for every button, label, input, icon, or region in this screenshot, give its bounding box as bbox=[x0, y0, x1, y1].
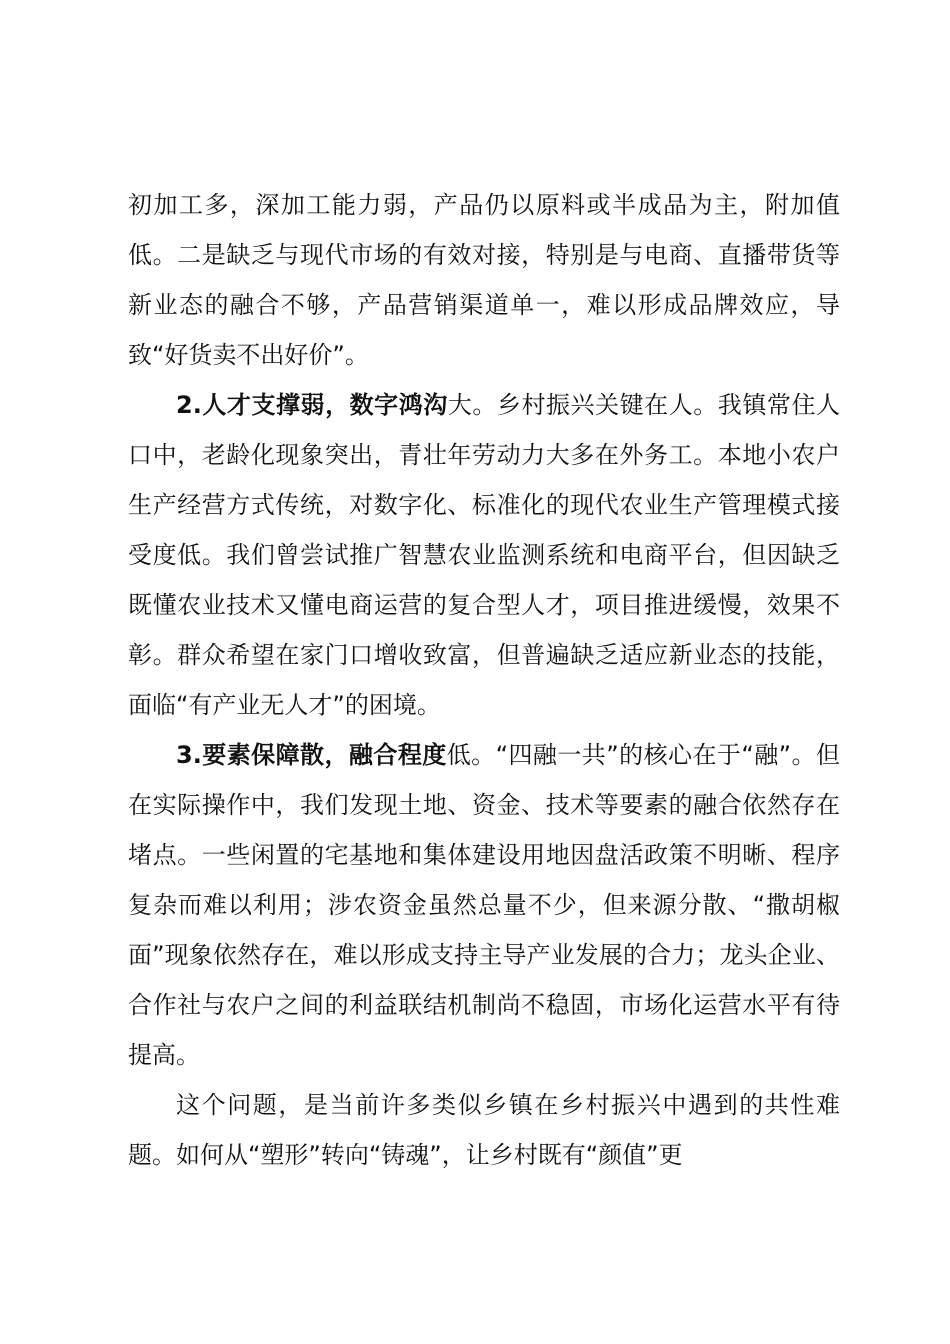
paragraph-2-text: 大。乡村振兴关键在人。我镇常住人口中，老龄化现象突出，青壮年劳动力大多在外务工。本地小农户生产经营方式传统，对数字化、标准化的现代农业生产管理模式接受度低。我们曾尝试推广智慧农业监测系统和电商平台，但因缺乏既懂农业技术又懂电商运营的复合型人才，项目推进缓慢，效果不彰。群众希望在家门口增收致富，但普遍缺乏适应新业态的技能，面临“有产业无人才”的困境。 bbox=[128, 391, 840, 719]
paragraph-3 bbox=[128, 730, 840, 1080]
paragraph-1 bbox=[128, 180, 840, 380]
document-body bbox=[128, 180, 840, 1180]
paragraph-4-text: 这个问题，是当前许多类似乡镇在乡村振兴中遇到的共性难题。如何从“塑形”转向“铸魂”，让乡村既有“颜值”更 bbox=[128, 1091, 840, 1169]
paragraph-3-heading: 3.要素保障散，融合程度 bbox=[176, 741, 447, 769]
paragraph-2 bbox=[128, 380, 840, 730]
paragraph-2-heading: 2.人才支撑弱，数字鸿沟 bbox=[176, 391, 448, 419]
paragraph-1-text: 初加工多，深加工能力弱，产品仍以原料或半成品为主，附加值低。二是缺乏与现代市场的有效对接，特别是与电商、直播带货等新业态的融合不够，产品营销渠道单一，难以形成品牌效应，导致“好货卖不出好价”。 bbox=[128, 191, 840, 369]
paragraph-3-text: 低。“四融一共”的核心在于“融”。但在实际操作中，我们发现土地、资金、技术等要素的融合依然存在堵点。一些闲置的宅基地和集体建设用地因盘活政策不明晰、程序复杂而难以利用；涉农资金虽然总量不少，但来源分散、“撒胡椒面”现象依然存在，难以形成支持主导产业发展的合力；龙头企业、合作社与农户之间的利益联结机制尚不稳固，市场化运营水平有待提高。 bbox=[128, 741, 840, 1069]
paragraph-4 bbox=[128, 1080, 840, 1180]
